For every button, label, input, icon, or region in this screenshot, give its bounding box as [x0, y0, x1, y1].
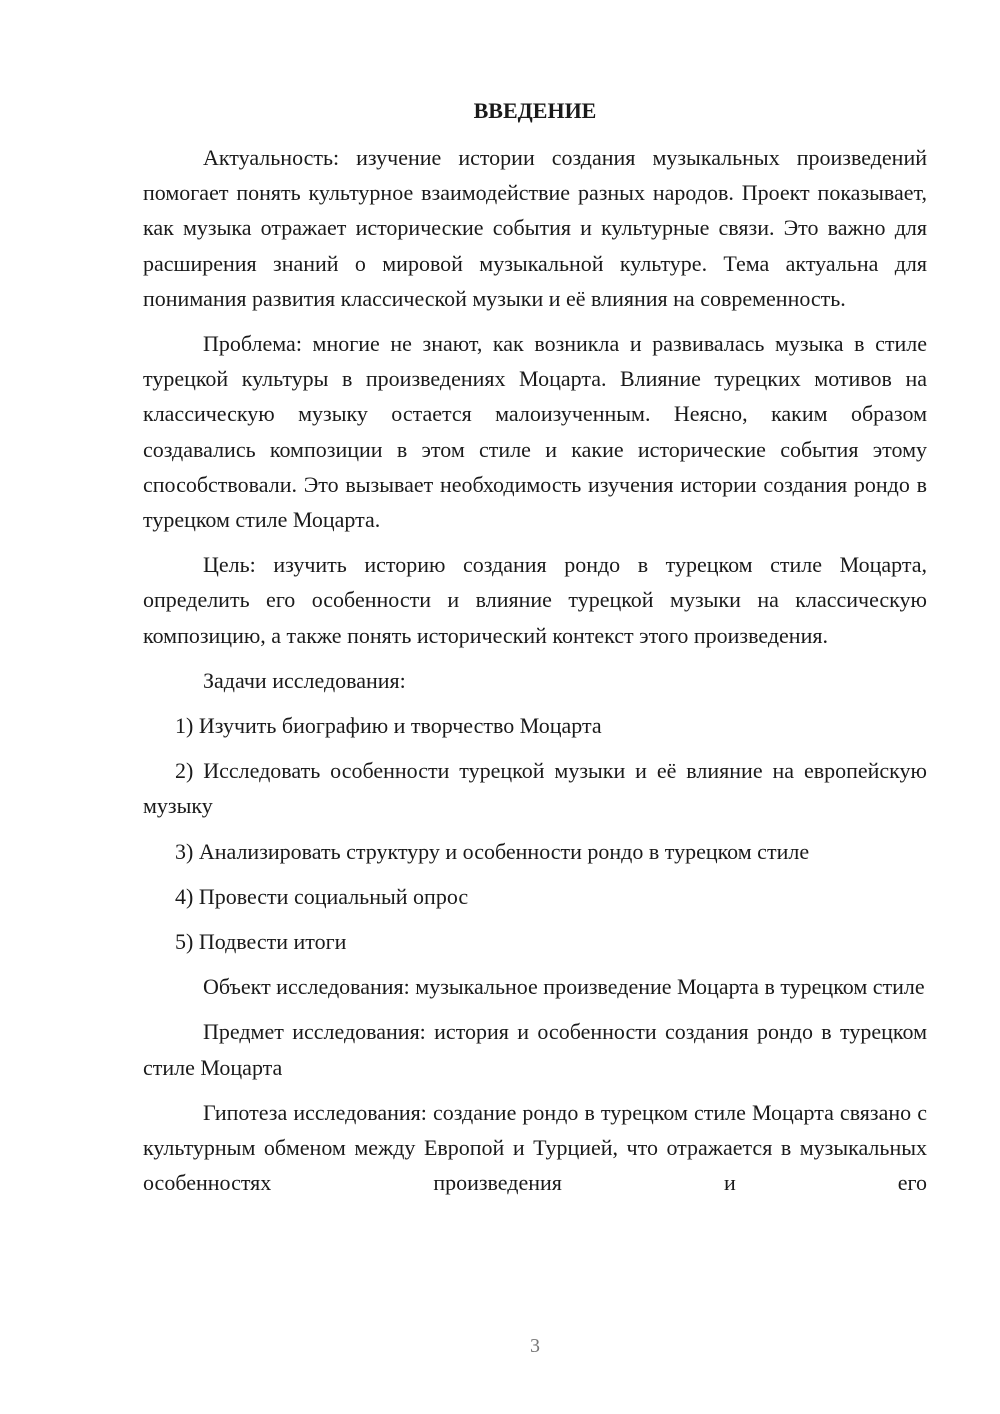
task-item-3: 3) Анализировать структуру и особенности рондо в турецком стиле: [175, 838, 810, 864]
subject-paragraph: Предмет исследования: история и особенности создания рондо в турецком стиле Моцарта: [143, 1019, 927, 1080]
tasks-heading: Задачи исследования:: [203, 667, 406, 693]
task-item-5: 5) Подвести итоги: [175, 929, 347, 955]
hypothesis-paragraph: Гипотеза исследования: создание рондо в турецком стиле Моцарта связано с культурным обменом между Европой и Турцией, что отражается в музыкальных особенностях произведения и его: [143, 1099, 927, 1196]
page-title: ВВЕДЕНИЕ: [473, 98, 597, 123]
task-item-1: 1) Изучить биографию и творчество Моцарта: [175, 713, 602, 739]
task-item-4: 4) Провести социальный опрос: [175, 883, 469, 909]
page-number: 3: [530, 1335, 540, 1357]
relevance-paragraph: Актуальность: изучение истории создания музыкальных произведений помогает понять культурное взаимодействие разных народов. Проект показывает, как музыка отражает исторические события и культурные связи. Это важно для расширения знаний о мировой музыкальной культуре. Тема актуальна для понимания развития классической музыки и её влияния на современность.: [143, 145, 927, 311]
goal-paragraph: Цель: изучить историю создания рондо в турецком стиле Моцарта, определить его особенности и влияние турецкой музыки на классическую композицию, а также понять исторический контекст этого произведения.: [143, 552, 927, 648]
object-paragraph: Объект исследования: музыкальное произведение Моцарта в турецком стиле: [203, 974, 925, 1000]
task-item-2: 2) Исследовать особенности турецкой музыки и её влияние на европейскую музыку: [143, 758, 927, 819]
page-content: [143, 93, 927, 1200]
problem-paragraph: Проблема: многие не знают, как возникла и развивалась музыка в стиле турецкой культуры в произведениях Моцарта. Влияние турецких мотивов на классическую музыку остается малоизученным. Неясно, каким образом создавались композиции в этом стиле и какие исторические события этому способствовали. Это вызывает необходимость изучения истории создания рондо в турецком стиле Моцарта.: [143, 331, 927, 533]
